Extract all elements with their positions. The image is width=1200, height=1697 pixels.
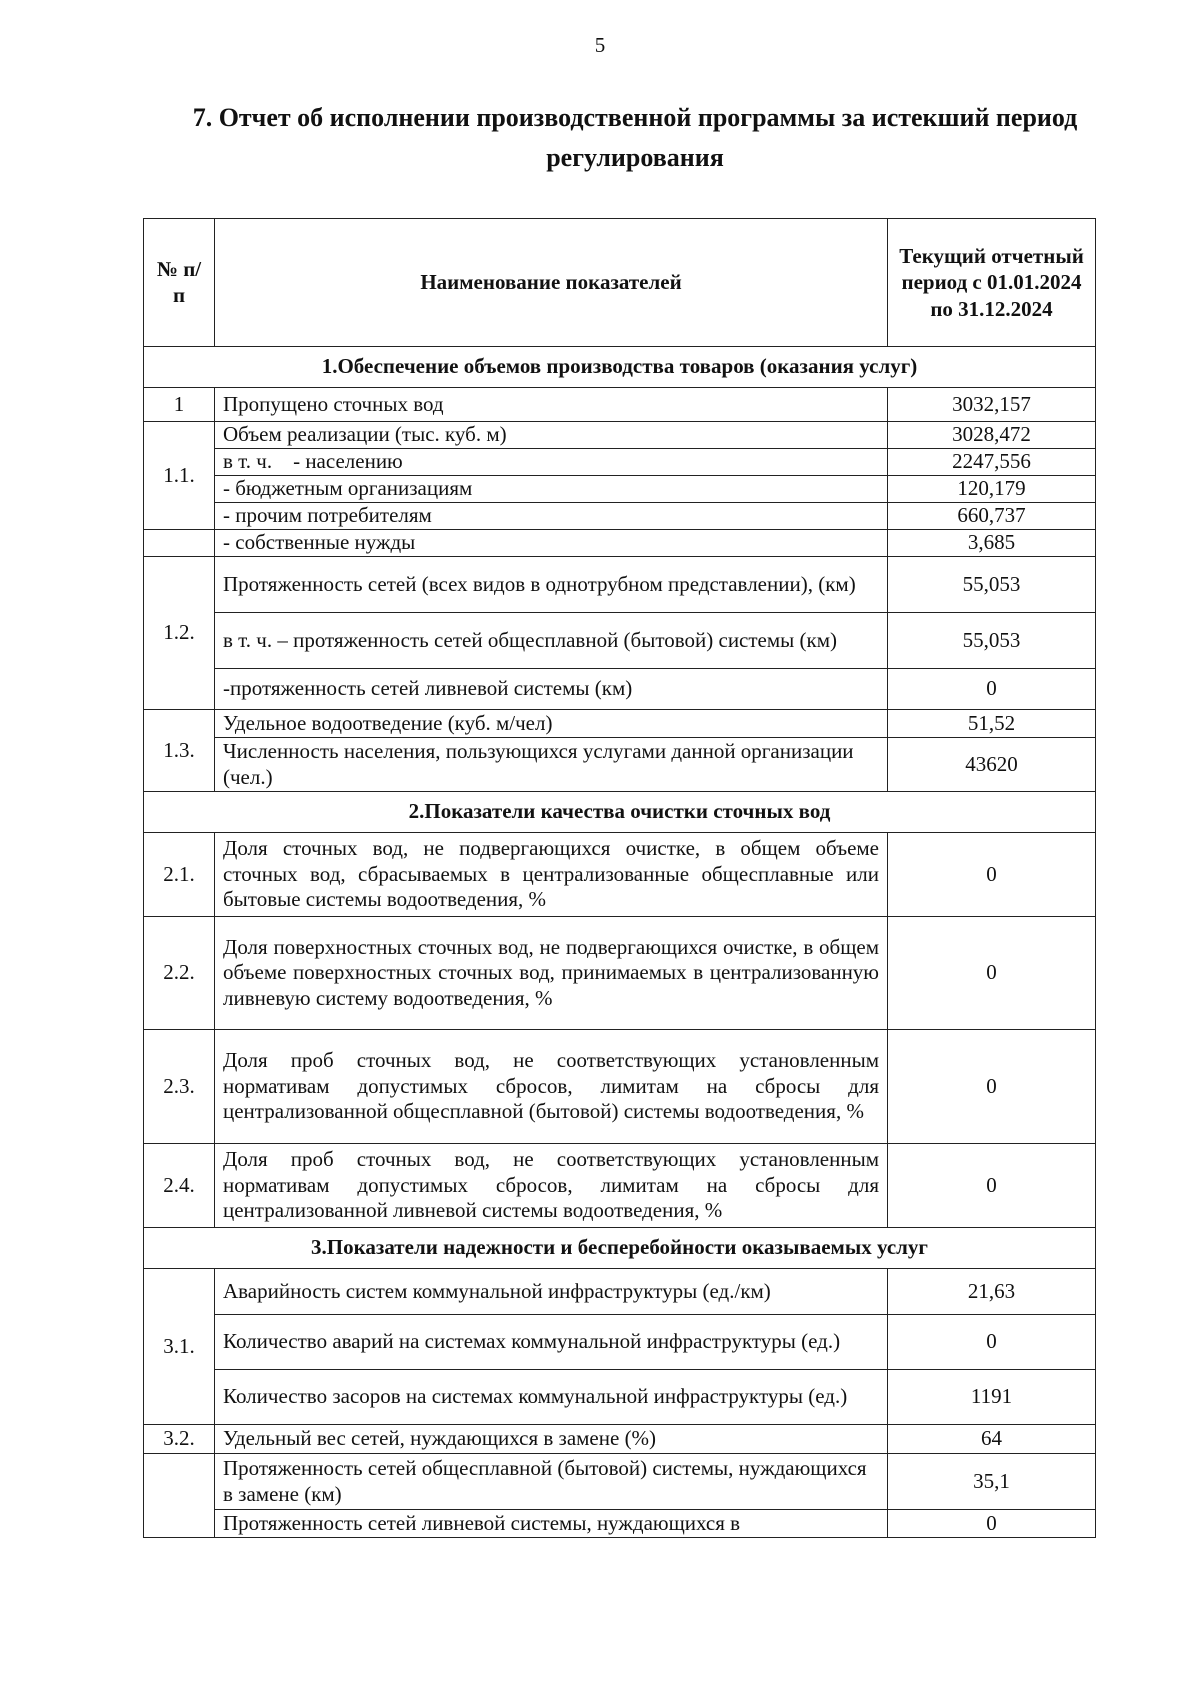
table-row	[144, 388, 1096, 422]
table-row	[144, 530, 1096, 557]
table-row	[144, 669, 1096, 710]
row-value: 55,053	[888, 613, 1096, 669]
table-row	[144, 1269, 1096, 1315]
row-value: 0	[888, 1510, 1096, 1538]
row-value: 51,52	[888, 710, 1096, 738]
section-row	[144, 347, 1096, 388]
row-name: Доля поверхностных сточных вод, не подвергающихся очистке, в общем объеме поверхностных сточных вод, принимаемых в централизованную ливневую систему водоотведения, %	[215, 917, 888, 1030]
row-name: Пропущено сточных вод	[215, 388, 888, 422]
page-title: 7. Отчет об исполнении производственной программы за истекший период регулирования	[192, 103, 1078, 173]
table-row	[144, 422, 1096, 449]
row-value: 0	[888, 917, 1096, 1030]
row-name: Удельный вес сетей, нуждающихся в замене (%)	[215, 1425, 888, 1454]
table-row	[144, 1454, 1096, 1510]
row-value: 3,685	[888, 530, 1096, 557]
table-row	[144, 476, 1096, 503]
row-value: 120,179	[888, 476, 1096, 503]
section-2-title: 2.Показатели качества очистки сточных вод	[144, 792, 1096, 833]
row-num: 2.4.	[144, 1144, 215, 1228]
row-name: Аварийность систем коммунальной инфраструктуры (ед./км)	[215, 1269, 888, 1315]
row-num: 3.1.	[144, 1269, 215, 1425]
section-3-title: 3.Показатели надежности и бесперебойности оказываемых услуг	[144, 1228, 1096, 1269]
row-name: - собственные нужды	[215, 530, 888, 557]
row-value: 3032,157	[888, 388, 1096, 422]
row-name: Протяженность сетей (всех видов в однотрубном представлении), (км)	[215, 557, 888, 613]
section-1-title: 1.Обеспечение объемов производства товаров (оказания услуг)	[144, 347, 1096, 388]
row-name: Количество засоров на системах коммунальной инфраструктуры (ед.)	[215, 1370, 888, 1425]
row-name: Численность населения, пользующихся услугами данной организации (чел.)	[215, 738, 888, 792]
row-value: 2247,556	[888, 449, 1096, 476]
row-num: 2.3.	[144, 1030, 215, 1144]
table-header-row	[144, 219, 1096, 347]
row-name: Доля проб сточных вод, не соответствующих установленным нормативам допустимых сбросов, лимитам на сбросы для централизованной общесплавной (бытовой) системы водоотведения, %	[215, 1030, 888, 1144]
row-num-empty	[144, 530, 215, 557]
row-value: 43620	[888, 738, 1096, 792]
table-row	[144, 1425, 1096, 1454]
report-table	[143, 218, 1096, 1538]
row-value: 3028,472	[888, 422, 1096, 449]
row-value: 660,737	[888, 503, 1096, 530]
section-row	[144, 792, 1096, 833]
row-num: 1.3.	[144, 710, 215, 792]
table-row	[144, 710, 1096, 738]
row-name: Количество аварий на системах коммунальной инфраструктуры (ед.)	[215, 1315, 888, 1370]
row-value: 0	[888, 1144, 1096, 1228]
table-row	[144, 1030, 1096, 1144]
row-num: 2.1.	[144, 833, 215, 917]
row-value: 0	[888, 833, 1096, 917]
row-value: 55,053	[888, 557, 1096, 613]
row-name: в т. ч. - населению	[215, 449, 888, 476]
table-row	[144, 917, 1096, 1030]
row-num: 2.2.	[144, 917, 215, 1030]
row-name: в т. ч. – протяженность сетей общесплавной (бытовой) системы (км)	[215, 613, 888, 669]
table-row	[144, 833, 1096, 917]
table-row	[144, 503, 1096, 530]
table-row	[144, 557, 1096, 613]
row-name: - бюджетным организациям	[215, 476, 888, 503]
row-name: Доля проб сточных вод, не соответствующих установленным нормативам допустимых сбросов, лимитам на сбросы для централизованной ливневой системы водоотведения, %	[215, 1144, 888, 1228]
row-name: Удельное водоотведение (куб. м/чел)	[215, 710, 888, 738]
row-num-empty	[144, 1454, 215, 1538]
row-value: 64	[888, 1425, 1096, 1454]
row-name: Объем реализации (тыс. куб. м)	[215, 422, 888, 449]
row-value: 0	[888, 1030, 1096, 1144]
row-value: 21,63	[888, 1269, 1096, 1315]
header-num: № п/п	[144, 219, 215, 347]
row-name: -протяженность сетей ливневой системы (км)	[215, 669, 888, 710]
header-name: Наименование показателей	[215, 219, 888, 347]
row-num: 1.2.	[144, 557, 215, 710]
row-name: Протяженность сетей ливневой системы, нуждающихся в	[215, 1510, 888, 1538]
row-num: 1	[144, 388, 215, 422]
row-value: 35,1	[888, 1454, 1096, 1510]
header-period: Текущий отчетный период с 01.01.2024 по 31.12.2024	[888, 219, 1096, 347]
table-row	[144, 1144, 1096, 1228]
row-num: 3.2.	[144, 1425, 215, 1454]
section-row	[144, 1228, 1096, 1269]
table-row	[144, 449, 1096, 476]
row-name: - прочим потребителям	[215, 503, 888, 530]
table-row	[144, 1370, 1096, 1425]
table-row	[144, 1315, 1096, 1370]
table-row	[144, 1510, 1096, 1538]
table-row	[144, 613, 1096, 669]
row-value: 1191	[888, 1370, 1096, 1425]
row-name: Доля сточных вод, не подвергающихся очистке, в общем объеме сточных вод, сбрасываемых в централизованные общесплавные или бытовые системы водоотведения, %	[215, 833, 888, 917]
row-value: 0	[888, 1315, 1096, 1370]
row-num: 1.1.	[144, 422, 215, 530]
row-value: 0	[888, 669, 1096, 710]
row-name: Протяженность сетей общесплавной (бытовой) системы, нуждающихся в замене (км)	[215, 1454, 888, 1510]
table-row	[144, 738, 1096, 792]
page-number: 5	[594, 33, 606, 57]
